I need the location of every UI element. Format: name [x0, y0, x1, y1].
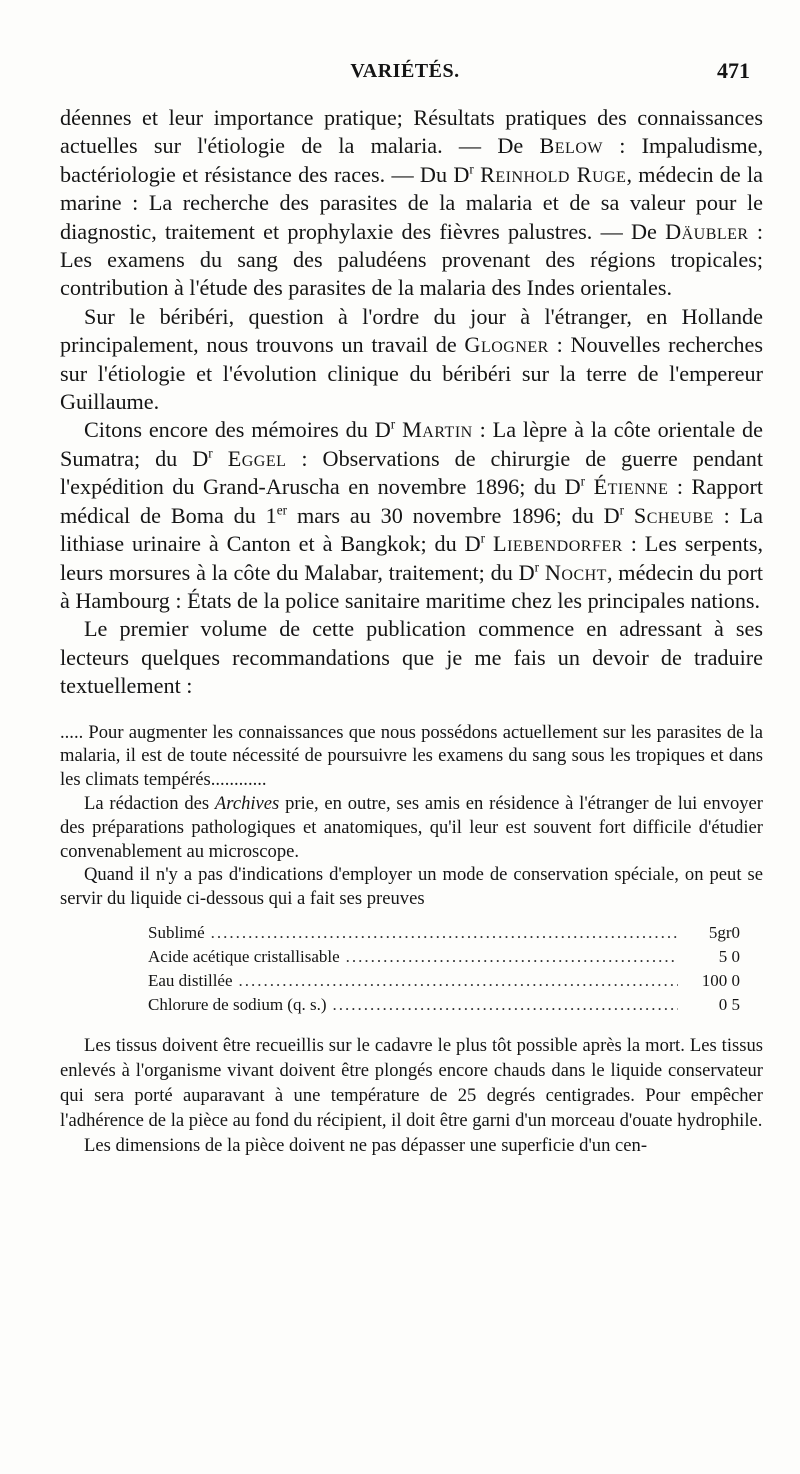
paragraph — [60, 104, 763, 303]
superscript: r — [619, 502, 625, 518]
text-run: La rédaction des — [84, 792, 215, 814]
author-name: Liebendorfer — [493, 531, 623, 557]
author-name: Nocht — [544, 559, 607, 585]
superscript: r — [534, 559, 540, 575]
paragraph — [60, 792, 763, 863]
superscript: r — [390, 417, 396, 433]
text-run: , médecin de la marine : La recherche des parasites de la malaria et de sa valeur pour le diagnostic, traitement et prophylaxie des fièvres palustres. — De — [60, 161, 763, 244]
text-run: : Nouvelles recherches sur l'étiologie et l'évolution clinique du béribéri sur la terre de l'empereur Guillaume. — [60, 332, 764, 415]
text-run: déennes et leur importance pratique; Résultats pratiques des connaissances actuelles sur l'étiologie de la malaria. — De — [60, 105, 763, 159]
paragraph — [60, 303, 763, 417]
superscript: r — [208, 445, 213, 461]
paragraph — [60, 721, 763, 792]
author-name: Martin — [402, 417, 473, 443]
text-run: : Observations de chirurgie de guerre pendant l'expédition du Grand-Aruscha en novembre 1896; du D — [60, 445, 763, 500]
dot-leader — [346, 947, 678, 967]
text-run — [485, 531, 493, 556]
author-name: Below — [539, 133, 603, 159]
text-run: Les dimensions de la pièce doivent ne pas dépasser une superficie d'un cen- — [84, 1134, 648, 1156]
dot-leader — [332, 995, 678, 1015]
text-run: Les tissus doivent être recueillis sur le cadavre le plus tôt possible après la mort. Les tissus enlevés à l'organisme vivant doivent être plongés encore chauds dans le liquide conservateur qui sera porté auparavant à une température de 25 degrés centigrades. Pour empêcher l'adhérence de la pièce au fond du récipient, il doit être garni d'un morceau d'ouate hydrophile. — [60, 1034, 763, 1131]
page-number: 471 — [717, 58, 750, 83]
text-run: Sur le béribéri, question à l'ordre du jour à l'étranger, en Hollande principalement, nous trouvons un travail de — [60, 303, 763, 358]
paragraph — [60, 1133, 763, 1158]
author-name: Däubler — [665, 218, 749, 244]
text-run: , médecin du port à Hambourg : États de la police sanitaire maritime chez les principales nations. — [60, 559, 763, 613]
ingredient-amount: 5gr0 — [708, 922, 740, 942]
text-run: : La lèpre à la côte orientale de Sumatra; du D — [60, 417, 764, 471]
paragraph — [60, 416, 763, 615]
superscript: r — [469, 161, 474, 177]
ingredient-amount: 100 0 — [701, 970, 740, 990]
ingredient-amount: 5 0 — [718, 946, 740, 966]
recipe-row — [148, 947, 740, 971]
superscript: r — [580, 473, 586, 489]
author-name: Eggel — [227, 445, 287, 471]
text-run: mars au 30 novembre 1896; du D — [287, 502, 620, 528]
ingredient-name: Sublimé — [148, 922, 205, 942]
recipe-row — [148, 995, 740, 1019]
author-name: Scheube — [633, 502, 714, 528]
text-run: : Impaludisme, bactériologie et résistance des races. — Du D — [60, 133, 764, 187]
paragraph — [60, 863, 763, 911]
text-run: Le premier volume de cette publication commence en adressant à ses lecteurs quelques recommandations que je me fais un devoir de traduire textuellement : — [60, 616, 763, 699]
dot-leader — [239, 971, 678, 991]
italic-title: Archives — [214, 792, 280, 814]
ingredient-amount: 0 5 — [718, 994, 740, 1014]
ingredient-name: Chlorure de sodium (q. s.) — [148, 994, 327, 1014]
text-run — [213, 446, 228, 471]
text-run — [585, 474, 594, 499]
text-run — [624, 503, 634, 528]
text-run: ..... Pour augmenter les connaissances que nous possédons actuellement sur les parasites de la malaria, il est de toute nécessité de poursuivre les examens du sang sous les tropiques et dans les climats tempérés............ — [60, 721, 763, 791]
superscript: r — [480, 530, 486, 546]
page-body — [60, 104, 763, 1158]
text-run: : Les examens du sang des paludéens provenant des régions tropicales; contribution à l'étude des parasites de la malaria des Indes orientales. — [60, 218, 763, 301]
main-text — [60, 104, 763, 701]
text-run: : Les serpents, leurs morsures à la côte du Malabar, traitement; du D — [60, 531, 764, 585]
superscript: er — [276, 502, 288, 518]
quoted-recommendations — [60, 721, 763, 911]
author-name: Étienne — [593, 474, 669, 500]
text-run: : Rapport médical de Boma du 1 — [60, 474, 764, 528]
recipe-row — [148, 923, 740, 947]
preservative-recipe-table — [148, 923, 740, 1019]
paragraph — [60, 615, 763, 700]
text-run: Quand il n'y a pas d'indications d'employer un mode de conservation spéciale, on peut se servir du liquide ci-dessous qui a fait ses preuves — [60, 864, 763, 910]
author-name: Glogner — [464, 332, 549, 358]
ingredient-name: Acide acétique cristallisable — [148, 946, 340, 966]
author-name: Reinhold Ruge — [480, 161, 627, 187]
recipe-row — [148, 971, 740, 995]
dot-leader — [211, 923, 678, 943]
text-run: : La lithiase urinaire à Canton et à Bangkok; du D — [60, 502, 763, 557]
paragraph — [60, 1033, 763, 1133]
quoted-instructions-continued — [60, 1033, 763, 1158]
text-run: prie, en outre, ses amis en résidence à l'étranger de lui envoyer des préparations pathologiques et anatomiques, qu'il leur est souvent fort difficile d'étudier convenablement au microscope. — [60, 792, 763, 862]
running-header — [60, 58, 750, 88]
running-title: VARIÉTÉS. — [350, 60, 460, 82]
ingredient-name: Eau distillée — [148, 970, 233, 990]
text-run: Citons encore des mémoires du D — [84, 417, 391, 443]
